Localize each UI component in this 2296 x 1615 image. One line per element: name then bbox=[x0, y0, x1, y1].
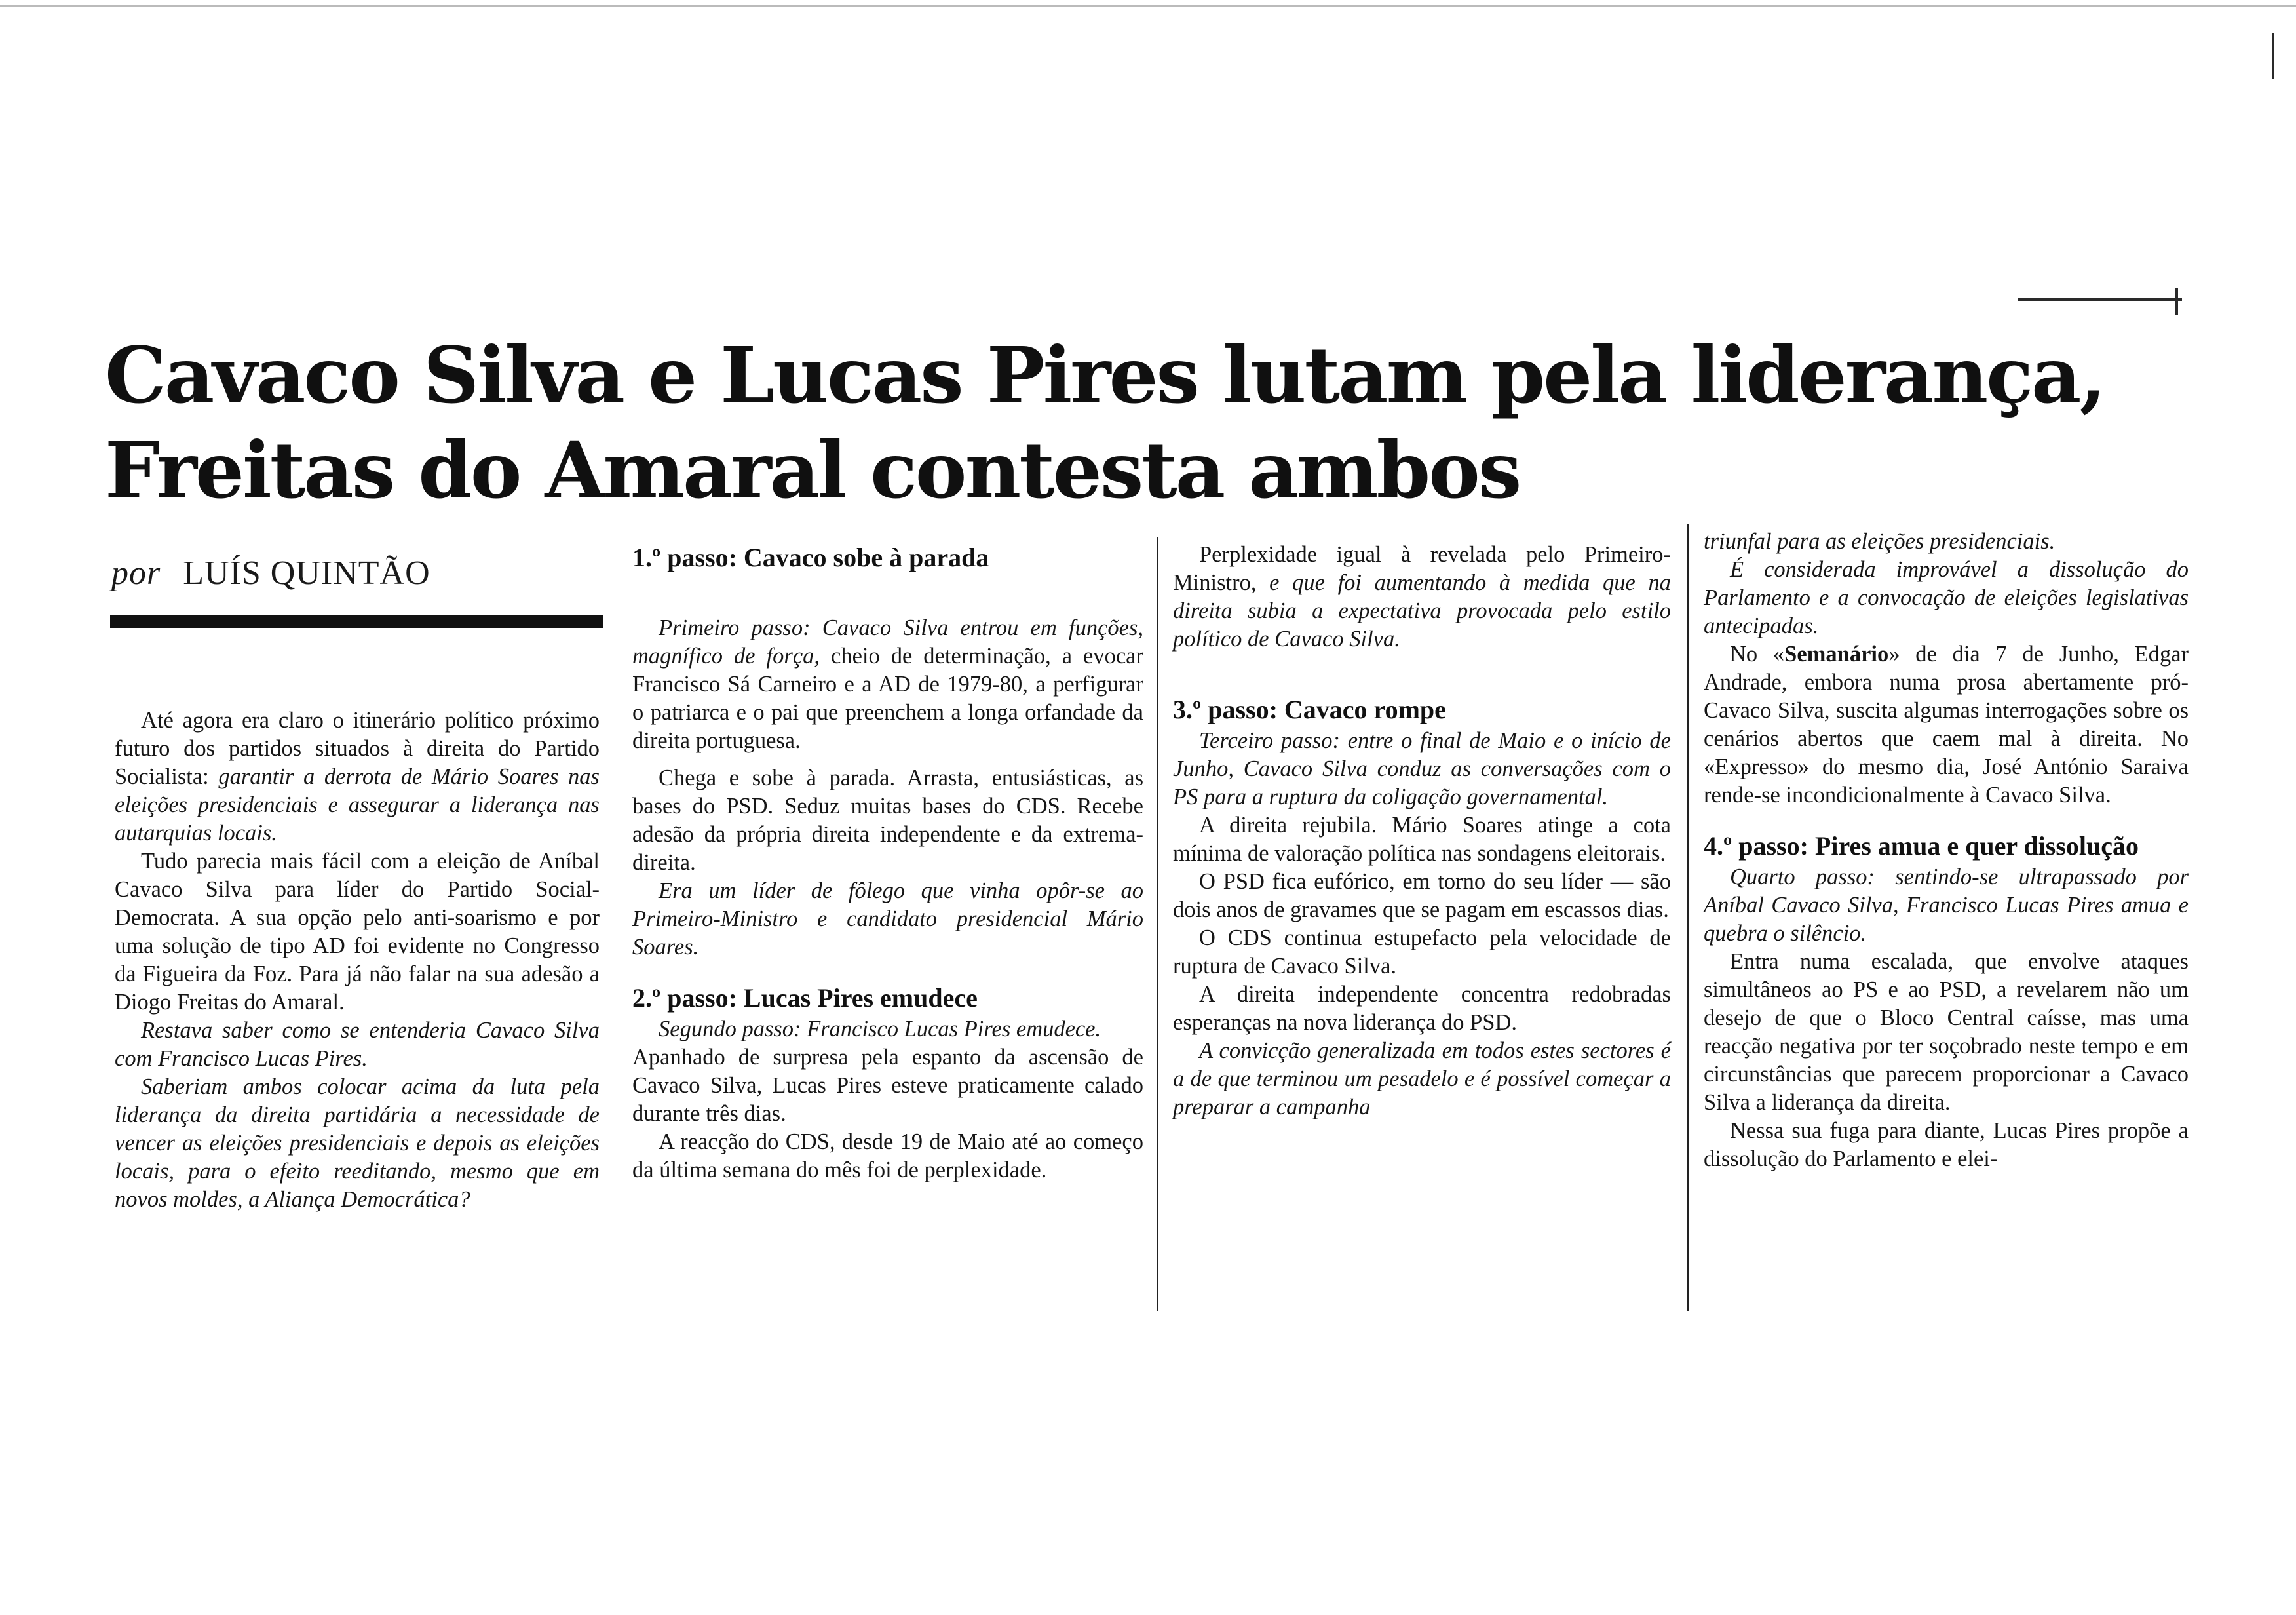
column3-p1-text: Perplexidade igual à revelada pelo Primeiro-Ministro, bbox=[1173, 542, 1671, 595]
column2-paragraph-5: Apanhado de surpresa pela espanto da ascensão de Cavaco Silva, Lucas Pires esteve praticamente calado durante três dias. bbox=[632, 1045, 1143, 1126]
column3-paragraph-3: A direita rejubila. Mário Soares atinge a cota mínima de valoração política nas sondagens eleitorais. bbox=[1173, 813, 1671, 866]
column2-p1-text: cheio de determinação, a evocar Francisco Sá Carneiro e a AD de 1979-80, a perfigurar o patriarca e o pai que preenchem a longa orfandade da direita portuguesa. bbox=[632, 644, 1143, 753]
column2-paragraph-2: Chega e sobe à parada. Arrasta, entusiásticas, as bases do PSD. Seduz muitas bases do CDS. Recebe adesão da própria direita independente e da extrema-direita. bbox=[632, 766, 1143, 875]
scan-top-right-tick bbox=[2175, 288, 2178, 315]
column-divider-3-4 bbox=[1687, 524, 1689, 1311]
article-column-2 bbox=[632, 541, 1143, 1184]
column1-paragraph-4: Saberiam ambos colocar acima da luta pela liderança da direita partidária a necessidade de vencer as eleições presidenciais e depois as eleições locais, para o efeito reeditando, mesmo que em novos moldes, a Aliança Democrática? bbox=[115, 1074, 600, 1212]
scan-top-right-smudge bbox=[2018, 298, 2182, 301]
column4-p3-text: » de dia 7 de Junho, Edgar Andrade, embora numa prosa abertamente pró-Cavaco Silva, suscita algumas interrogações sobre os cenários abertos que caem mal à direita. No «Expresso» do mesmo dia, José António Saraiva rende-se incondicionalmente à Cavaco Silva. bbox=[1704, 642, 2189, 808]
column2-paragraph-4: Segundo passo: Francisco Lucas Pires emudece. bbox=[659, 1017, 1101, 1041]
column1-paragraph-3: Restava saber como se entenderia Cavaco Silva com Francisco Lucas Pires. bbox=[115, 1018, 600, 1071]
column3-paragraph-2: Terceiro passo: entre o final de Maio e o início de Junho, Cavaco Silva conduz as conversações com o PS para a ruptura da coligação governamental. bbox=[1173, 728, 1671, 809]
column1-paragraph-2: Tudo parecia mais fácil com a eleição de Aníbal Cavaco Silva para líder do Partido Social-Democrata. A sua opção pelo anti-soarismo e por uma solução de tipo AD foi evidente no Congresso da Figueira da Foz. Para já não falar na sua adesão a Diogo Freitas do Amaral. bbox=[115, 849, 600, 1015]
headline-line-1: Cavaco Silva e Lucas Pires lutam pela liderança, bbox=[105, 330, 2105, 421]
column1-p1-text: Até agora era claro o itinerário político próximo futuro dos partidos situados à direita do Partido Socialista: bbox=[115, 708, 600, 789]
scan-right-edge-mark bbox=[2272, 33, 2274, 79]
column2-paragraph-3: Era um líder de fôlego que vinha opôr-se ao Primeiro-Ministro e candidato presidencial Mário Soares. bbox=[632, 878, 1143, 960]
headline-line-2: Freitas do Amaral contesta ambos bbox=[105, 425, 1520, 516]
column4-p3-newspaper-name: Semanário bbox=[1784, 642, 1889, 667]
column1-paragraph-1 bbox=[115, 707, 600, 847]
column4-paragraph-2: É considerada improvável a dissolução do Parlamento e a convocação de eleições legislativas antecipadas. bbox=[1704, 557, 2189, 638]
subhead-step-1: 1.º passo: Cavaco sobe à parada bbox=[632, 543, 989, 572]
column-divider-2-3 bbox=[1157, 537, 1158, 1311]
column1-p1-italic: garantir a derrota de Mário Soares nas eleições presidenciais e assegurar a liderança nas autarquias locais. bbox=[115, 764, 600, 846]
column3-paragraph-6: A direita independente concentra redobradas esperanças na nova liderança do PSD. bbox=[1173, 982, 1671, 1035]
column3-paragraph-4: O PSD fica eufórico, em torno do seu líder — são dois anos de gravames que se pagam em escassos dias. bbox=[1173, 869, 1671, 922]
article-column-3 bbox=[1173, 541, 1671, 1121]
column4-paragraph-3 bbox=[1704, 640, 2189, 809]
scan-top-border-line bbox=[0, 5, 2296, 7]
column3-paragraph-1 bbox=[1173, 541, 1671, 653]
column3-paragraph-5: O CDS continua estupefacto pela velocidade de ruptura de Cavaco Silva. bbox=[1173, 925, 1671, 979]
article-column-1 bbox=[115, 707, 600, 1214]
subhead-step-2: 2.º passo: Lucas Pires emudece bbox=[632, 983, 978, 1013]
column2-paragraph-6: A reacção do CDS, desde 19 de Maio até ao começo da última semana do mês foi de perplexidade. bbox=[632, 1129, 1143, 1182]
column3-p1-italic: e que foi aumentando à medida que na direita subia a expectativa provocada pelo estilo político de Cavaco Silva. bbox=[1173, 570, 1671, 652]
byline-prefix: por bbox=[111, 555, 161, 592]
column4-paragraph-4: Quarto passo: sentindo-se ultrapassado por Aníbal Cavaco Silva, Francisco Lucas Pires amua e quebra o silêncio. bbox=[1704, 865, 2189, 946]
column4-paragraph-1: triunfal para as eleições presidenciais. bbox=[1704, 529, 2056, 554]
column4-paragraph-5: Entra numa escalada, que envolve ataques simultâneos ao PS e ao PSD, a revelarem não um desejo de que o Bloco Central caísse, mas uma reacção negativa por ter soçobrado neste tempo e em circunstâncias que parecem proporcionar a Cavaco Silva a liderança da direita. bbox=[1704, 949, 2189, 1115]
subhead-step-4: 4.º passo: Pires amua e quer dissolução bbox=[1704, 831, 2139, 861]
column2-p1-italic: Primeiro passo: Cavaco Silva entrou em funções, magnífico de força, bbox=[632, 615, 1143, 669]
byline-author: LUÍS QUINTÃO bbox=[183, 555, 430, 592]
column4-paragraph-6: Nessa sua fuga para diante, Lucas Pires propõe a dissolução do Parlamento e elei- bbox=[1704, 1118, 2189, 1171]
column4-p3-open: No « bbox=[1730, 642, 1785, 667]
headline bbox=[105, 328, 2202, 518]
subhead-step-3: 3.º passo: Cavaco rompe bbox=[1173, 695, 1446, 724]
article-column-4 bbox=[1704, 528, 2189, 1173]
byline bbox=[111, 554, 430, 593]
column2-paragraph-1 bbox=[632, 614, 1143, 755]
column3-paragraph-7: A convicção generalizada em todos estes sectores é a de que terminou um pesadelo e é possível começar a preparar a campanha bbox=[1173, 1038, 1671, 1119]
byline-bar bbox=[110, 615, 603, 628]
